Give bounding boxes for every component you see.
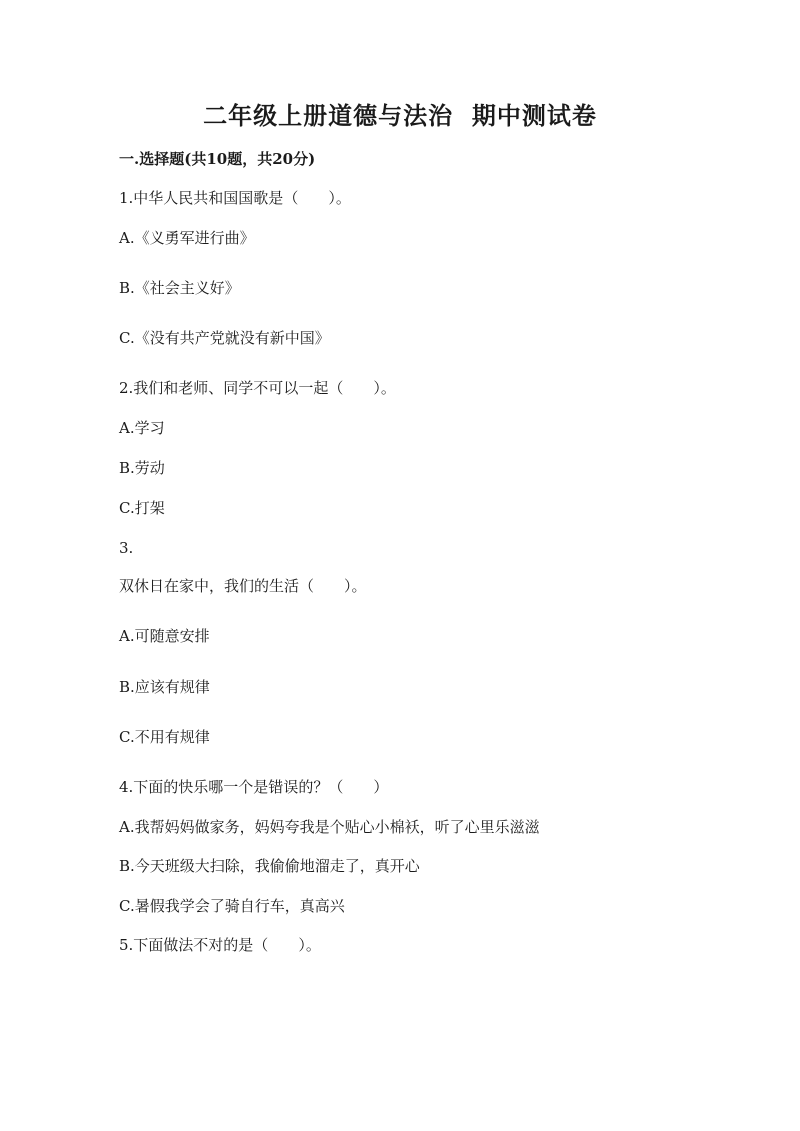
question-3-option-c: C.不用有规律	[119, 728, 210, 746]
question-2-option-b: B.劳动	[119, 459, 165, 477]
question-4-stem: 4.下面的快乐哪一个是错误的？（ ）	[119, 778, 389, 796]
question-4-option-b: B.今天班级大扫除，我偷偷地溜走了，真开心	[119, 857, 420, 875]
question-3-stem: 双休日在家中，我们的生活（ ）。	[119, 577, 367, 595]
question-1-option-c: C.《没有共产党就没有新中国》	[119, 329, 330, 347]
question-3-number: 3.	[119, 539, 134, 557]
question-2-stem: 2.我们和老师、同学不可以一起（ ）。	[119, 379, 396, 397]
question-3-option-b: B.应该有规律	[119, 678, 210, 696]
question-4-option-a: A.我帮妈妈做家务，妈妈夸我是个贴心小棉袄，听了心里乐滋滋	[119, 818, 540, 836]
question-2-option-a: A.学习	[119, 419, 165, 437]
question-4-option-c: C.暑假我学会了骑自行车，真高兴	[119, 897, 345, 915]
section-heading: 一.选择题(共10题，共20分)	[119, 150, 316, 168]
question-5-stem: 5.下面做法不对的是（ ）。	[119, 936, 321, 954]
question-1-option-a: A.《义勇军进行曲》	[119, 229, 255, 247]
question-1-stem: 1.中华人民共和国国歌是（ ）。	[119, 189, 351, 207]
page-title: 二年级上册道德与法治 期中测试卷	[203, 101, 597, 130]
question-3-option-a: A.可随意安排	[119, 627, 210, 645]
question-2-option-c: C.打架	[119, 499, 165, 517]
question-1-option-b: B.《社会主义好》	[119, 279, 240, 297]
